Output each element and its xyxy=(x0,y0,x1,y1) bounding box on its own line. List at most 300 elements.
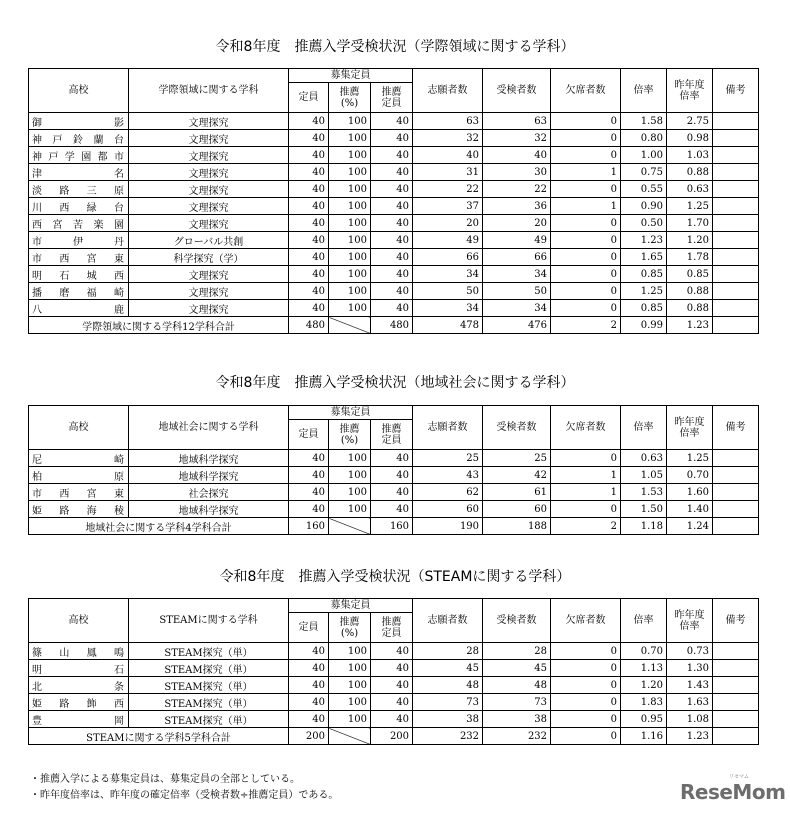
cell-pct: 100 xyxy=(329,450,371,467)
cell-last: 1.20 xyxy=(667,232,713,249)
cell-ratio: 0.50 xyxy=(621,215,667,232)
cell-remarks xyxy=(713,467,759,484)
cell-remarks xyxy=(713,266,759,283)
cell-remarks xyxy=(713,501,759,518)
cell-pct: 100 xyxy=(329,147,371,164)
cell-last: 0.73 xyxy=(667,643,713,660)
school-name: 市西宮東 xyxy=(29,249,129,266)
cell-app: 34 xyxy=(413,266,483,283)
cell-remarks xyxy=(713,711,759,728)
cell-last: 1.60 xyxy=(667,484,713,501)
cell-last: 1.25 xyxy=(667,450,713,467)
header-school: 高校 xyxy=(29,599,129,643)
table-row xyxy=(29,467,759,484)
cell-cap: 40 xyxy=(289,677,329,694)
cell-rcap: 40 xyxy=(371,450,413,467)
school-name: 豊岡 xyxy=(29,711,129,728)
cell-cap: 40 xyxy=(289,266,329,283)
header-capacity: 定員 xyxy=(289,83,329,113)
cell-cap: 40 xyxy=(289,198,329,215)
header-rec-capacity: 推薦 定員 xyxy=(371,83,413,113)
cell-app: 63 xyxy=(413,113,483,130)
cell-remarks xyxy=(713,113,759,130)
cell-abs: 0 xyxy=(551,711,621,728)
cell-app: 73 xyxy=(413,694,483,711)
cell-last: 1.78 xyxy=(667,249,713,266)
header-capacity: 定員 xyxy=(289,613,329,643)
cell-remarks xyxy=(713,484,759,501)
cell-app: 49 xyxy=(413,232,483,249)
cell-app: 31 xyxy=(413,164,483,181)
cell-last: 1.40 xyxy=(667,501,713,518)
school-name: 神戸学園都市 xyxy=(29,147,129,164)
cell-remarks xyxy=(713,198,759,215)
total-row xyxy=(29,728,759,745)
total-cap: 480 xyxy=(289,317,329,334)
cell-rcap: 40 xyxy=(371,711,413,728)
cell-last: 0.88 xyxy=(667,300,713,317)
cell-pct: 100 xyxy=(329,164,371,181)
dept-name: STEAM探究（単） xyxy=(129,711,289,728)
header-ratio: 倍率 xyxy=(621,69,667,113)
cell-app: 50 xyxy=(413,283,483,300)
cell-exam: 49 xyxy=(483,232,551,249)
cell-abs: 0 xyxy=(551,113,621,130)
logo-subtext: リセマム xyxy=(729,774,749,780)
cell-rcap: 40 xyxy=(371,130,413,147)
table-row xyxy=(29,215,759,232)
cell-abs: 0 xyxy=(551,215,621,232)
cell-last: 1.30 xyxy=(667,660,713,677)
cell-rcap: 40 xyxy=(371,198,413,215)
school-name: 明石城西 xyxy=(29,266,129,283)
dept-name: 地域科学探究 xyxy=(129,450,289,467)
cell-pct: 100 xyxy=(329,198,371,215)
cell-ratio: 1.25 xyxy=(621,283,667,300)
header-examinees: 受検者数 xyxy=(483,406,551,450)
cell-pct: 100 xyxy=(329,283,371,300)
cell-cap: 40 xyxy=(289,300,329,317)
cell-remarks xyxy=(713,643,759,660)
cell-exam: 34 xyxy=(483,266,551,283)
cell-rcap: 40 xyxy=(371,694,413,711)
total-rcap: 480 xyxy=(371,317,413,334)
cell-ratio: 1.53 xyxy=(621,484,667,501)
dept-name: 文理探究 xyxy=(129,198,289,215)
table-row xyxy=(29,677,759,694)
cell-abs: 0 xyxy=(551,147,621,164)
cell-cap: 40 xyxy=(289,501,329,518)
cell-remarks xyxy=(713,728,759,745)
total-abs: 2 xyxy=(551,518,621,535)
cell-abs: 1 xyxy=(551,198,621,215)
cell-cap: 40 xyxy=(289,147,329,164)
cell-rcap: 40 xyxy=(371,249,413,266)
cell-app: 43 xyxy=(413,467,483,484)
cell-last: 0.88 xyxy=(667,283,713,300)
cell-exam: 25 xyxy=(483,450,551,467)
dept-name: 文理探究 xyxy=(129,164,289,181)
cell-exam: 48 xyxy=(483,677,551,694)
cell-ratio: 1.58 xyxy=(621,113,667,130)
cell-exam: 28 xyxy=(483,643,551,660)
cell-app: 20 xyxy=(413,215,483,232)
cell-cap: 40 xyxy=(289,164,329,181)
total-row xyxy=(29,317,759,334)
header-examinees: 受検者数 xyxy=(483,69,551,113)
section-title: 令和8年度 推薦入学受検状況（地域社会に関する学科） xyxy=(215,375,575,391)
header-applicants: 志願者数 xyxy=(413,599,483,643)
footnotes xyxy=(30,772,338,804)
school-name: 姫路海稜 xyxy=(29,501,129,518)
cell-abs: 1 xyxy=(551,484,621,501)
header-capacity: 定員 xyxy=(289,420,329,450)
cell-pct: 100 xyxy=(329,266,371,283)
table-row xyxy=(29,643,759,660)
cell-remarks xyxy=(713,317,759,334)
total-slash xyxy=(329,728,371,745)
table-row xyxy=(29,147,759,164)
cell-rcap: 40 xyxy=(371,113,413,130)
table-row xyxy=(29,266,759,283)
cell-abs: 1 xyxy=(551,164,621,181)
cell-app: 48 xyxy=(413,677,483,694)
table-row xyxy=(29,249,759,266)
total-slash xyxy=(329,317,371,334)
cell-app: 34 xyxy=(413,300,483,317)
cell-ratio: 1.65 xyxy=(621,249,667,266)
header-school: 高校 xyxy=(29,69,129,113)
cell-remarks xyxy=(713,518,759,535)
dept-name: 文理探究 xyxy=(129,300,289,317)
dept-name: 地域科学探究 xyxy=(129,467,289,484)
table-row xyxy=(29,181,759,198)
resemom-logo: ReseMom xyxy=(680,780,786,804)
cell-exam: 30 xyxy=(483,164,551,181)
school-name: 篠山鳳鳴 xyxy=(29,643,129,660)
cell-app: 66 xyxy=(413,249,483,266)
header-last-ratio: 昨年度 倍率 xyxy=(667,406,713,450)
cell-exam: 73 xyxy=(483,694,551,711)
cell-ratio: 1.23 xyxy=(621,232,667,249)
cell-app: 32 xyxy=(413,130,483,147)
cell-ratio: 0.55 xyxy=(621,181,667,198)
dept-name: 文理探究 xyxy=(129,266,289,283)
header-remarks: 備考 xyxy=(713,69,759,113)
cell-abs: 0 xyxy=(551,181,621,198)
cell-remarks xyxy=(713,130,759,147)
cell-ratio: 1.00 xyxy=(621,147,667,164)
cell-ratio: 0.63 xyxy=(621,450,667,467)
cell-remarks xyxy=(713,660,759,677)
cell-last: 1.03 xyxy=(667,147,713,164)
table-row xyxy=(29,130,759,147)
table-row xyxy=(29,450,759,467)
cell-exam: 32 xyxy=(483,130,551,147)
cell-last: 0.70 xyxy=(667,467,713,484)
cell-exam: 38 xyxy=(483,711,551,728)
header-examinees: 受検者数 xyxy=(483,599,551,643)
cell-app: 60 xyxy=(413,501,483,518)
dept-name: 地域科学探究 xyxy=(129,501,289,518)
cell-cap: 40 xyxy=(289,450,329,467)
dept-name: 文理探究 xyxy=(129,147,289,164)
cell-cap: 40 xyxy=(289,484,329,501)
cell-pct: 100 xyxy=(329,113,371,130)
total-exam: 476 xyxy=(483,317,551,334)
school-name: 柏原 xyxy=(29,467,129,484)
header-absentees: 欠席者数 xyxy=(551,599,621,643)
cell-last: 1.08 xyxy=(667,711,713,728)
cell-remarks xyxy=(713,164,759,181)
dept-name: 科学探究（学） xyxy=(129,249,289,266)
cell-app: 22 xyxy=(413,181,483,198)
cell-ratio: 1.20 xyxy=(621,677,667,694)
school-name: 津名 xyxy=(29,164,129,181)
cell-ratio: 0.90 xyxy=(621,198,667,215)
header-last-ratio: 昨年度 倍率 xyxy=(667,599,713,643)
cell-pct: 100 xyxy=(329,467,371,484)
total-cap: 200 xyxy=(289,728,329,745)
cell-cap: 40 xyxy=(289,181,329,198)
cell-exam: 50 xyxy=(483,283,551,300)
cell-exam: 66 xyxy=(483,249,551,266)
school-name: 播磨福崎 xyxy=(29,283,129,300)
cell-pct: 100 xyxy=(329,130,371,147)
school-name: 市西宮東 xyxy=(29,484,129,501)
cell-app: 37 xyxy=(413,198,483,215)
cell-app: 25 xyxy=(413,450,483,467)
cell-pct: 100 xyxy=(329,300,371,317)
dept-name: STEAM探究（単） xyxy=(129,660,289,677)
cell-exam: 42 xyxy=(483,467,551,484)
cell-rcap: 40 xyxy=(371,660,413,677)
cell-abs: 1 xyxy=(551,467,621,484)
cell-last: 2.75 xyxy=(667,113,713,130)
dept-name: STEAM探究（単） xyxy=(129,677,289,694)
table-row xyxy=(29,283,759,300)
cell-remarks xyxy=(713,450,759,467)
header-rec-pct: 推薦 (%) xyxy=(329,420,371,450)
cell-remarks xyxy=(713,694,759,711)
total-last: 1.24 xyxy=(667,518,713,535)
total-label: 学際領域に関する学科12学科合計 xyxy=(29,317,289,334)
cell-exam: 63 xyxy=(483,113,551,130)
cell-rcap: 40 xyxy=(371,215,413,232)
school-name: 川西緑台 xyxy=(29,198,129,215)
cell-exam: 20 xyxy=(483,215,551,232)
cell-app: 38 xyxy=(413,711,483,728)
cell-abs: 0 xyxy=(551,660,621,677)
header-recruit-group: 募集定員 xyxy=(289,69,413,83)
cell-pct: 100 xyxy=(329,215,371,232)
school-name: 明石 xyxy=(29,660,129,677)
header-recruit-group: 募集定員 xyxy=(289,406,413,420)
cell-remarks xyxy=(713,300,759,317)
header-rec-pct: 推薦 (%) xyxy=(329,613,371,643)
total-label: 地域社会に関する学科4学科合計 xyxy=(29,518,289,535)
school-name: 御影 xyxy=(29,113,129,130)
header-dept: 学際領域に関する学科 xyxy=(129,69,289,113)
cell-pct: 100 xyxy=(329,694,371,711)
cell-pct: 100 xyxy=(329,249,371,266)
cell-pct: 100 xyxy=(329,484,371,501)
school-name: 西宮苦楽園 xyxy=(29,215,129,232)
cell-pct: 100 xyxy=(329,711,371,728)
table-row xyxy=(29,660,759,677)
cell-remarks xyxy=(713,232,759,249)
cell-rcap: 40 xyxy=(371,677,413,694)
cell-rcap: 40 xyxy=(371,501,413,518)
header-ratio: 倍率 xyxy=(621,406,667,450)
header-absentees: 欠席者数 xyxy=(551,406,621,450)
results-table xyxy=(28,405,759,535)
cell-cap: 40 xyxy=(289,694,329,711)
cell-cap: 40 xyxy=(289,660,329,677)
cell-app: 62 xyxy=(413,484,483,501)
total-row xyxy=(29,518,759,535)
cell-rcap: 40 xyxy=(371,467,413,484)
header-applicants: 志願者数 xyxy=(413,406,483,450)
section-title: 令和8年度 推薦入学受検状況（学際領域に関する学科） xyxy=(215,39,575,55)
cell-app: 45 xyxy=(413,660,483,677)
cell-pct: 100 xyxy=(329,677,371,694)
total-app: 232 xyxy=(413,728,483,745)
cell-pct: 100 xyxy=(329,232,371,249)
total-exam: 188 xyxy=(483,518,551,535)
cell-last: 1.43 xyxy=(667,677,713,694)
school-name: 姫路飾西 xyxy=(29,694,129,711)
dept-name: 社会探究 xyxy=(129,484,289,501)
table-row xyxy=(29,501,759,518)
cell-ratio: 0.85 xyxy=(621,266,667,283)
cell-last: 1.63 xyxy=(667,694,713,711)
cell-exam: 60 xyxy=(483,501,551,518)
cell-last: 0.88 xyxy=(667,164,713,181)
cell-cap: 40 xyxy=(289,249,329,266)
cell-pct: 100 xyxy=(329,181,371,198)
cell-ratio: 0.70 xyxy=(621,643,667,660)
cell-last: 0.85 xyxy=(667,266,713,283)
cell-exam: 45 xyxy=(483,660,551,677)
header-recruit-group: 募集定員 xyxy=(289,599,413,613)
section-title: 令和8年度 推薦入学受検状況（STEAMに関する学科） xyxy=(219,569,571,585)
total-abs: 2 xyxy=(551,317,621,334)
cell-ratio: 0.75 xyxy=(621,164,667,181)
cell-ratio: 1.83 xyxy=(621,694,667,711)
cell-ratio: 1.05 xyxy=(621,467,667,484)
cell-rcap: 40 xyxy=(371,181,413,198)
cell-abs: 0 xyxy=(551,266,621,283)
cell-abs: 0 xyxy=(551,249,621,266)
table-row xyxy=(29,484,759,501)
footnote: ・昨年度倍率は、昨年度の確定倍率（受検者数÷推薦定員）である。 xyxy=(30,790,339,801)
cell-cap: 40 xyxy=(289,711,329,728)
dept-name: 文理探究 xyxy=(129,215,289,232)
total-cap: 160 xyxy=(289,518,329,535)
cell-exam: 34 xyxy=(483,300,551,317)
cell-last: 1.70 xyxy=(667,215,713,232)
cell-rcap: 40 xyxy=(371,232,413,249)
cell-pct: 100 xyxy=(329,501,371,518)
total-last: 1.23 xyxy=(667,317,713,334)
header-absentees: 欠席者数 xyxy=(551,69,621,113)
cell-cap: 40 xyxy=(289,283,329,300)
header-remarks: 備考 xyxy=(713,406,759,450)
cell-cap: 40 xyxy=(289,467,329,484)
header-last-ratio: 昨年度 倍率 xyxy=(667,69,713,113)
table-row xyxy=(29,300,759,317)
dept-name: STEAM探究（単） xyxy=(129,643,289,660)
dept-name: 文理探究 xyxy=(129,113,289,130)
cell-exam: 36 xyxy=(483,198,551,215)
cell-abs: 0 xyxy=(551,677,621,694)
total-ratio: 1.16 xyxy=(621,728,667,745)
cell-abs: 0 xyxy=(551,643,621,660)
cell-cap: 40 xyxy=(289,232,329,249)
header-school: 高校 xyxy=(29,406,129,450)
total-exam: 232 xyxy=(483,728,551,745)
cell-abs: 0 xyxy=(551,130,621,147)
cell-abs: 0 xyxy=(551,501,621,518)
cell-cap: 40 xyxy=(289,643,329,660)
cell-rcap: 40 xyxy=(371,266,413,283)
cell-cap: 40 xyxy=(289,113,329,130)
total-app: 478 xyxy=(413,317,483,334)
cell-remarks xyxy=(713,215,759,232)
cell-last: 1.25 xyxy=(667,198,713,215)
school-name: 尼崎 xyxy=(29,450,129,467)
cell-remarks xyxy=(713,249,759,266)
dept-name: 文理探究 xyxy=(129,283,289,300)
header-rec-pct: 推薦 (%) xyxy=(329,83,371,113)
school-name: 神戸鈴蘭台 xyxy=(29,130,129,147)
footnote: ・推薦入学による募集定員は、募集定員の全部としている。 xyxy=(30,774,300,785)
dept-name: 文理探究 xyxy=(129,130,289,147)
school-name: 淡路三原 xyxy=(29,181,129,198)
total-label: STEAMに関する学科5学科合計 xyxy=(29,728,289,745)
cell-exam: 22 xyxy=(483,181,551,198)
total-app: 190 xyxy=(413,518,483,535)
cell-last: 0.63 xyxy=(667,181,713,198)
total-abs: 0 xyxy=(551,728,621,745)
school-name: 北条 xyxy=(29,677,129,694)
cell-pct: 100 xyxy=(329,643,371,660)
cell-rcap: 40 xyxy=(371,164,413,181)
total-rcap: 160 xyxy=(371,518,413,535)
cell-rcap: 40 xyxy=(371,283,413,300)
cell-abs: 0 xyxy=(551,283,621,300)
cell-remarks xyxy=(713,283,759,300)
cell-remarks xyxy=(713,181,759,198)
cell-ratio: 1.13 xyxy=(621,660,667,677)
cell-rcap: 40 xyxy=(371,484,413,501)
results-table xyxy=(28,598,759,745)
table-row xyxy=(29,198,759,215)
header-applicants: 志願者数 xyxy=(413,69,483,113)
dept-name: 文理探究 xyxy=(129,181,289,198)
school-name: 八鹿 xyxy=(29,300,129,317)
total-rcap: 200 xyxy=(371,728,413,745)
cell-ratio: 0.95 xyxy=(621,711,667,728)
dept-name: グローバル共創 xyxy=(129,232,289,249)
header-rec-capacity: 推薦 定員 xyxy=(371,613,413,643)
cell-app: 28 xyxy=(413,643,483,660)
cell-abs: 0 xyxy=(551,232,621,249)
cell-cap: 40 xyxy=(289,130,329,147)
table-row xyxy=(29,694,759,711)
header-dept: 地域社会に関する学科 xyxy=(129,406,289,450)
